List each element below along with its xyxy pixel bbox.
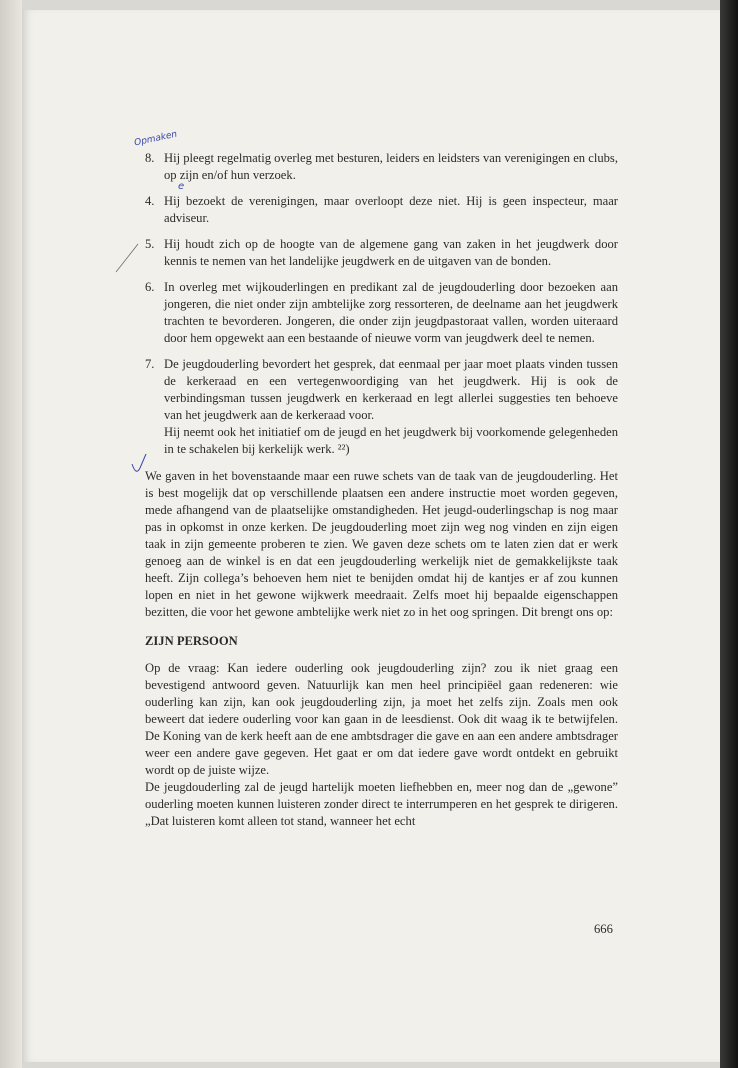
page-number: 666 xyxy=(594,922,613,936)
scan-edge xyxy=(720,0,738,1068)
list-item-text: Hij houdt zich op de hoogte van de algemene gang van zaken in het jeugdwerk door kennis te nemen van het landelijke jeugdwerk en de uitgaven van de bonden. xyxy=(164,237,618,268)
list-item-text: Hij neemt ook het initiatief om de jeugd en het jeugdwerk bij voorkomende gelegenheden in te schakelen bij kerkelijk werk. ²²) xyxy=(164,425,618,456)
list-item xyxy=(145,193,618,227)
paragraph: Op de vraag: Kan iedere ouderling ook jeugdouderling zijn? zou ik niet graag een bevestigend antwoord geven. Natuurlijk kan men heel principiëel gaan redeneren: wie ouderling kan zijn, kan ook jeugdouderling zijn, ja moet het zelfs zijn. Zoals men ook beweert dat iedere ouderling voor kan gaan in de leesdienst. Ook dit waag ik te betwijfelen. De Koning van de kerk heeft aan de ene ambtsdrager die gave en aan een andere ambtsdrager weer een andere gave gegeven. Het gaat er om dat iedere gave wordt ontdekt en gebruikt wordt op de juiste wijze. xyxy=(145,661,618,777)
handwritten-margin-note: Opmaken xyxy=(133,129,179,149)
margin-mark-icon xyxy=(112,238,142,278)
list-item-text: Hij bezoekt de verenigingen, maar overloopt deze niet. Hij is geen inspecteur, maar adviseur. xyxy=(164,194,618,225)
list-item-number: 4. xyxy=(145,194,155,208)
list-item-text: In overleg met wijkouderlingen en predikant zal de jeugdouderling door bezoeken aan jongeren, die niet onder zijn ambtelijke zorg ressorteren, de deelname aan het jeugdwerk trachten te bevorderen. Jongeren, die onder zijn jeugdpastoraat vallen, worden uiteraard door hem opgewekt aan een bestaande of nieuwe vorm van jeugdwerk deel te nemen. xyxy=(164,280,618,345)
paragraph: We gaven in het bovenstaande maar een ruwe schets van de taak van de jeugdouderling. Het is best mogelijk dat op verschillende plaatsen een andere instructie moet worden gegeven, mede afhangend van de plaatselijke omstandigheden. Het jeugd-ouderlingschap is nog maar pas in opkomst in onze kerken. De jeugdouderling moet zijn weg nog vinden en zijn eigen taak in zijn gemeente proberen te zien. We gaven deze schets om te laten zien dat er werk genoeg aan de winkel is en dat een jeugdouderling werkelijk niet de gemakkelijkste taak heeft. Zijn collega’s behoeven hem niet te benijden omdat hij de kantjes er af zou kunnen lopen en niet in het gewone wijkwerk meedraait. Zelfs moet hij bepaalde eigenschappen bezitten, die voor het gewone ambtelijke werk niet zo in het oog springen. Dit brengt ons op: xyxy=(145,469,618,619)
book-binding xyxy=(0,0,22,1068)
list-item-text: Hij pleegt regelmatig overleg met besturen, leiders en leidsters van verenigingen en clubs, op zijn en/of hun verzoek. xyxy=(164,151,618,182)
list-item xyxy=(145,150,618,184)
body-text xyxy=(145,150,618,830)
list-item xyxy=(145,236,618,270)
paragraph: De jeugdouderling zal de jeugd hartelijk moeten liefhebben en, meer nog dan de „gewone” ouderling moeten kunnen luisteren zonder direct te interrumperen en het gesprek te dirigeren. „Dat luisteren komt alleen tot stand, wanneer het echt xyxy=(145,780,618,828)
list-item-number: 7. xyxy=(145,357,155,371)
list-item-text: De jeugdouderling bevordert het gesprek, dat eenmaal per jaar moet plaats vinden tussen de kerkeraad en een vertegenwoordiging van het jeugdwerk. Hij is ook de verbindingsman tussen jeugdwerk en kerkeraad en legt allerlei suggesties ten behoeve van het jeugdwerk aan de kerkeraad voor. xyxy=(164,357,618,422)
list-item xyxy=(145,279,618,347)
handwritten-correction: e xyxy=(178,181,185,192)
list-item-number: 6. xyxy=(145,280,155,294)
section-heading: ZIJN PERSOON xyxy=(145,634,238,648)
list-item-number: 5. xyxy=(145,237,155,251)
list-item-number: 8. xyxy=(145,151,155,165)
list-item xyxy=(145,356,618,458)
